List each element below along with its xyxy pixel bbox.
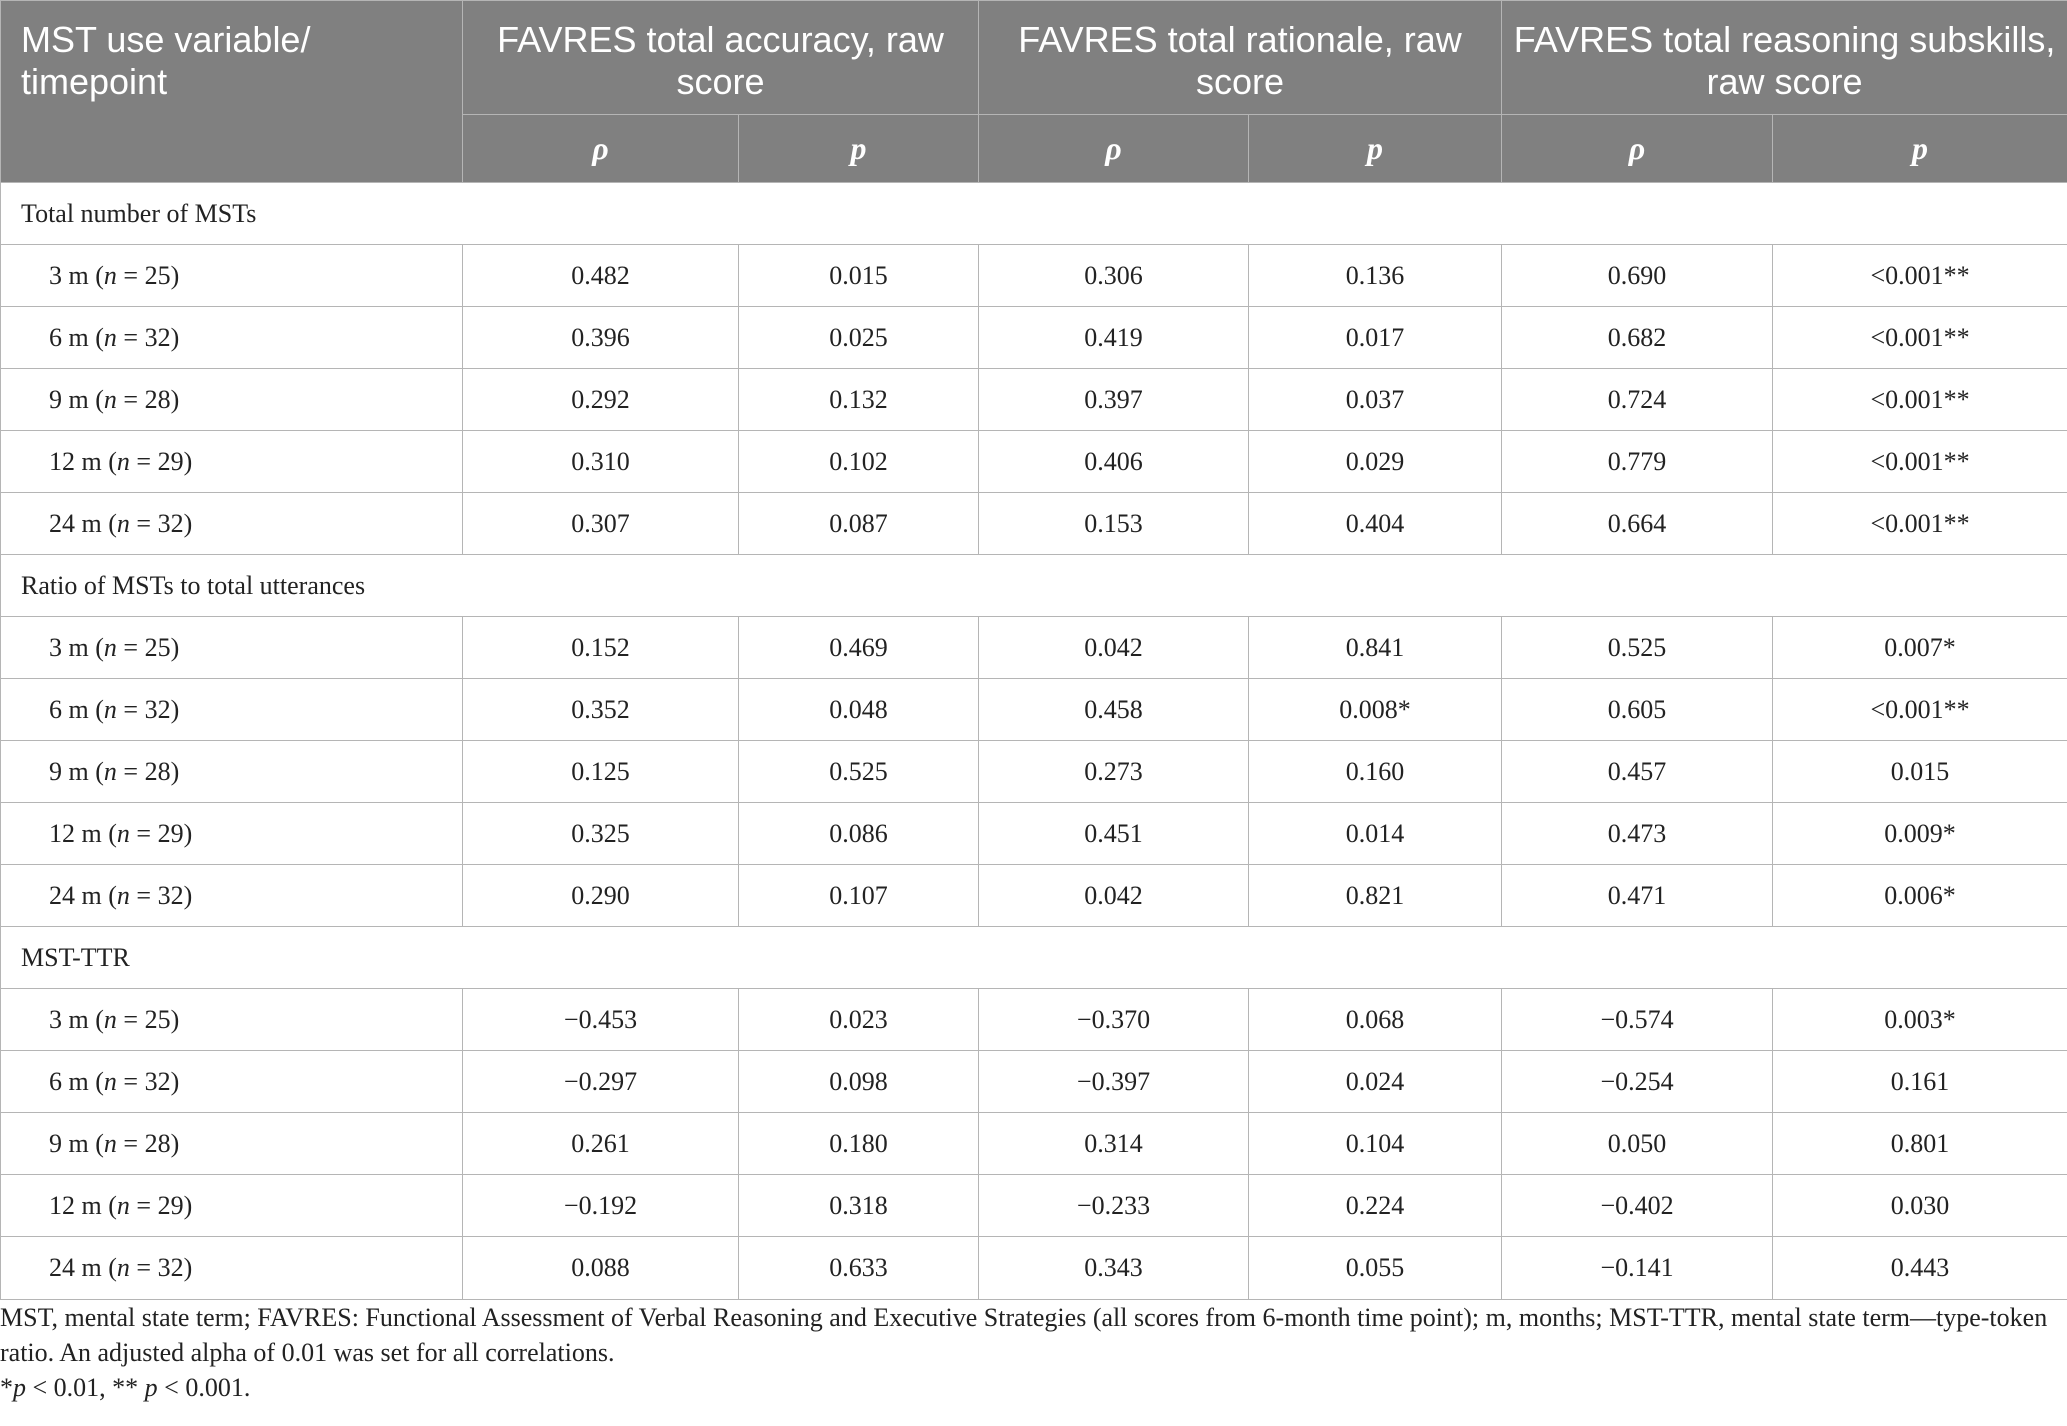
rho-value-cell: 0.396: [463, 307, 739, 369]
n-label: n: [103, 1128, 117, 1158]
rho-value-cell: 0.310: [463, 431, 739, 493]
table-row: [1, 617, 2067, 679]
stub-header: MST use variable/ timepoint: [1, 1, 463, 183]
footnote-abbreviations: MST, mental state term; FAVRES: Functional Assessment of Verbal Reasoning and Executive Strategies (all scores from 6-month time point); m, months; MST-TTR, mental state term—type-token ratio. An adjusted alpha of 0.01 was set for all correlations.: [0, 1303, 2048, 1367]
p-value-cell: 0.024: [1249, 1051, 1502, 1113]
p-value-cell: 0.068: [1249, 989, 1502, 1051]
p-value-cell: 0.037: [1249, 369, 1502, 431]
sample-size: 25: [144, 260, 171, 290]
section-row: [1, 927, 2067, 989]
n-label: n: [103, 322, 117, 352]
rho-value-cell: −0.192: [463, 1175, 739, 1237]
timepoint-label: 24 m: [49, 880, 102, 910]
subheader-p: p: [739, 115, 979, 183]
rho-value-cell: 0.397: [979, 369, 1249, 431]
table-row: [1, 493, 2067, 555]
timepoint-label: 6 m: [49, 694, 89, 724]
timepoint-cell: 6 m (n = 32): [1, 307, 463, 369]
significance-text: < 0.01, **: [26, 1373, 145, 1402]
rho-value-cell: 0.352: [463, 679, 739, 741]
table-row: [1, 1051, 2067, 1113]
rho-value-cell: −0.397: [979, 1051, 1249, 1113]
equals-sign: =: [123, 1066, 139, 1096]
significance-star: *: [0, 1373, 13, 1402]
sample-size: 29: [157, 1190, 184, 1220]
n-label: n: [116, 1190, 130, 1220]
p-value-cell: 0.404: [1249, 493, 1502, 555]
equals-sign: =: [123, 756, 139, 786]
rho-value-cell: 0.457: [1502, 741, 1773, 803]
sample-size: 32: [144, 694, 171, 724]
timepoint-label: 3 m: [49, 260, 89, 290]
p-value-cell: 0.318: [739, 1175, 979, 1237]
p-value-cell: 0.107: [739, 865, 979, 927]
sample-size: 29: [157, 818, 184, 848]
sample-size: 32: [144, 322, 171, 352]
rho-value-cell: 0.042: [979, 865, 1249, 927]
sample-size: 28: [144, 756, 171, 786]
section-row: [1, 183, 2067, 245]
rho-value-cell: 0.664: [1502, 493, 1773, 555]
rho-value-cell: 0.042: [979, 617, 1249, 679]
p-value-cell: 0.055: [1249, 1237, 1502, 1300]
table-row: [1, 1175, 2067, 1237]
n-label: n: [116, 446, 130, 476]
timepoint-cell: 9 m (n = 28): [1, 741, 463, 803]
timepoint-label: 6 m: [49, 1066, 89, 1096]
subheader-p: p: [1249, 115, 1502, 183]
section-title: MST-TTR: [1, 927, 2067, 989]
rho-value-cell: 0.451: [979, 803, 1249, 865]
sample-size: 28: [144, 1128, 171, 1158]
p-value-cell: <0.001**: [1773, 431, 2067, 493]
p-value-cell: <0.001**: [1773, 369, 2067, 431]
significance-p-symbol: p: [13, 1373, 26, 1402]
rho-value-cell: 0.458: [979, 679, 1249, 741]
rho-value-cell: 0.525: [1502, 617, 1773, 679]
table-row: [1, 1237, 2067, 1300]
timepoint-cell: 3 m (n = 25): [1, 617, 463, 679]
p-value-cell: 0.007*: [1773, 617, 2067, 679]
timepoint-label: 6 m: [49, 322, 89, 352]
table-row: [1, 431, 2067, 493]
n-label: n: [116, 1253, 130, 1282]
rho-value-cell: 0.152: [463, 617, 739, 679]
sample-size: 25: [144, 1004, 171, 1034]
subheader-rho: ρ: [979, 115, 1249, 183]
p-value-cell: 0.104: [1249, 1113, 1502, 1175]
n-label: n: [103, 632, 117, 662]
p-value-cell: 0.017: [1249, 307, 1502, 369]
rho-value-cell: 0.273: [979, 741, 1249, 803]
p-value-cell: 0.030: [1773, 1175, 2067, 1237]
sample-size: 32: [157, 880, 184, 910]
timepoint-label: 24 m: [49, 508, 102, 538]
rho-value-cell: −0.254: [1502, 1051, 1773, 1113]
p-value-cell: 0.009*: [1773, 803, 2067, 865]
rho-value-cell: 0.482: [463, 245, 739, 307]
timepoint-cell: 12 m (n = 29): [1, 1175, 463, 1237]
table-row: [1, 245, 2067, 307]
table-row: [1, 865, 2067, 927]
p-value-cell: <0.001**: [1773, 307, 2067, 369]
table-header: [1, 1, 2067, 183]
rho-value-cell: −0.370: [979, 989, 1249, 1051]
p-value-cell: 0.525: [739, 741, 979, 803]
timepoint-cell: 24 m (n = 32): [1, 1237, 463, 1300]
rho-value-cell: −0.141: [1502, 1237, 1773, 1300]
timepoint-label: 3 m: [49, 632, 89, 662]
rho-value-cell: −0.297: [463, 1051, 739, 1113]
timepoint-label: 9 m: [49, 1128, 89, 1158]
rho-value-cell: 0.471: [1502, 865, 1773, 927]
p-value-cell: <0.001**: [1773, 245, 2067, 307]
rho-value-cell: 0.125: [463, 741, 739, 803]
rho-value-cell: 0.343: [979, 1237, 1249, 1300]
group-header-reasoning-subskills: FAVRES total reasoning subskills, raw score: [1502, 1, 2067, 115]
timepoint-cell: 6 m (n = 32): [1, 679, 463, 741]
timepoint-cell: 3 m (n = 25): [1, 989, 463, 1051]
rho-value-cell: 0.290: [463, 865, 739, 927]
p-value-cell: 0.633: [739, 1237, 979, 1300]
subheader-rho: ρ: [1502, 115, 1773, 183]
rho-value-cell: 0.307: [463, 493, 739, 555]
p-value-cell: 0.102: [739, 431, 979, 493]
rho-value-cell: 0.088: [463, 1237, 739, 1300]
p-value-cell: 0.841: [1249, 617, 1502, 679]
section-row: [1, 555, 2067, 617]
p-value-cell: 0.161: [1773, 1051, 2067, 1113]
p-value-cell: 0.003*: [1773, 989, 2067, 1051]
table-row: [1, 989, 2067, 1051]
timepoint-cell: 24 m (n = 32): [1, 865, 463, 927]
p-value-cell: 0.087: [739, 493, 979, 555]
equals-sign: =: [123, 632, 139, 662]
section-title: Ratio of MSTs to total utterances: [1, 555, 2067, 617]
rho-value-cell: 0.419: [979, 307, 1249, 369]
n-label: n: [116, 880, 130, 910]
table-row: [1, 369, 2067, 431]
p-value-cell: 0.025: [739, 307, 979, 369]
p-value-cell: <0.001**: [1773, 493, 2067, 555]
significance-p-symbol: p: [144, 1373, 158, 1402]
rho-value-cell: 0.306: [979, 245, 1249, 307]
rho-value-cell: 0.682: [1502, 307, 1773, 369]
rho-value-cell: 0.724: [1502, 369, 1773, 431]
sample-size: 25: [144, 632, 171, 662]
subheader-rho: ρ: [463, 115, 739, 183]
rho-value-cell: 0.050: [1502, 1113, 1773, 1175]
p-value-cell: 0.008*: [1249, 679, 1502, 741]
table-row: [1, 803, 2067, 865]
p-value-cell: 0.160: [1249, 741, 1502, 803]
sample-size: 32: [157, 508, 184, 538]
timepoint-label: 12 m: [49, 1190, 102, 1220]
sample-size: 28: [144, 384, 171, 414]
timepoint-label: 9 m: [49, 756, 89, 786]
p-value-cell: <0.001**: [1773, 679, 2067, 741]
rho-value-cell: 0.153: [979, 493, 1249, 555]
rho-value-cell: 0.325: [463, 803, 739, 865]
sample-size: 32: [157, 1253, 184, 1282]
n-label: n: [103, 1004, 117, 1034]
p-value-cell: 0.014: [1249, 803, 1502, 865]
timepoint-cell: 3 m (n = 25): [1, 245, 463, 307]
equals-sign: =: [123, 1004, 139, 1034]
equals-sign: =: [136, 818, 152, 848]
timepoint-label: 9 m: [49, 384, 89, 414]
timepoint-label: 3 m: [49, 1004, 89, 1034]
rho-value-cell: 0.473: [1502, 803, 1773, 865]
section-title: Total number of MSTs: [1, 183, 2067, 245]
timepoint-cell: 12 m (n = 29): [1, 431, 463, 493]
equals-sign: =: [136, 1253, 152, 1282]
group-header-accuracy: FAVRES total accuracy, raw score: [463, 1, 979, 115]
rho-value-cell: 0.314: [979, 1113, 1249, 1175]
p-value-cell: 0.132: [739, 369, 979, 431]
p-value-cell: 0.821: [1249, 865, 1502, 927]
timepoint-label: 12 m: [49, 446, 102, 476]
equals-sign: =: [123, 322, 139, 352]
p-value-cell: 0.015: [1773, 741, 2067, 803]
p-value-cell: 0.443: [1773, 1237, 2067, 1300]
table-row: [1, 679, 2067, 741]
p-value-cell: 0.006*: [1773, 865, 2067, 927]
table-row: [1, 741, 2067, 803]
table-row: [1, 1113, 2067, 1175]
rho-value-cell: 0.605: [1502, 679, 1773, 741]
group-header-rationale: FAVRES total rationale, raw score: [979, 1, 1502, 115]
p-value-cell: 0.023: [739, 989, 979, 1051]
rho-value-cell: 0.690: [1502, 245, 1773, 307]
table-body: [1, 183, 2067, 1300]
n-label: n: [116, 818, 130, 848]
p-value-cell: 0.098: [739, 1051, 979, 1113]
n-label: n: [116, 508, 130, 538]
timepoint-label: 24 m: [49, 1253, 102, 1282]
equals-sign: =: [136, 1190, 152, 1220]
n-label: n: [103, 756, 117, 786]
p-value-cell: 0.469: [739, 617, 979, 679]
n-label: n: [103, 260, 117, 290]
sample-size: 32: [144, 1066, 171, 1096]
p-value-cell: 0.136: [1249, 245, 1502, 307]
p-value-cell: 0.801: [1773, 1113, 2067, 1175]
rho-value-cell: 0.779: [1502, 431, 1773, 493]
p-value-cell: 0.048: [739, 679, 979, 741]
subheader-p: p: [1773, 115, 2067, 183]
n-label: n: [103, 1066, 117, 1096]
rho-value-cell: −0.574: [1502, 989, 1773, 1051]
timepoint-label: 12 m: [49, 818, 102, 848]
timepoint-cell: 9 m (n = 28): [1, 1113, 463, 1175]
p-value-cell: 0.015: [739, 245, 979, 307]
p-value-cell: 0.224: [1249, 1175, 1502, 1237]
footnote-significance: [0, 1370, 2060, 1405]
equals-sign: =: [123, 694, 139, 724]
sample-size: 29: [157, 446, 184, 476]
p-value-cell: 0.029: [1249, 431, 1502, 493]
timepoint-cell: 6 m (n = 32): [1, 1051, 463, 1113]
equals-sign: =: [136, 880, 152, 910]
rho-value-cell: 0.406: [979, 431, 1249, 493]
n-label: n: [103, 384, 117, 414]
rho-value-cell: 0.261: [463, 1113, 739, 1175]
rho-value-cell: 0.292: [463, 369, 739, 431]
equals-sign: =: [136, 446, 152, 476]
rho-value-cell: −0.402: [1502, 1175, 1773, 1237]
equals-sign: =: [123, 260, 139, 290]
equals-sign: =: [123, 384, 139, 414]
equals-sign: =: [136, 508, 152, 538]
timepoint-cell: 12 m (n = 29): [1, 803, 463, 865]
rho-value-cell: −0.453: [463, 989, 739, 1051]
timepoint-cell: 24 m (n = 32): [1, 493, 463, 555]
p-value-cell: 0.086: [739, 803, 979, 865]
table-footnotes: [0, 1300, 2060, 1405]
table-row: [1, 307, 2067, 369]
n-label: n: [103, 694, 117, 724]
significance-text: < 0.001.: [157, 1373, 251, 1402]
rho-value-cell: −0.233: [979, 1175, 1249, 1237]
p-value-cell: 0.180: [739, 1113, 979, 1175]
timepoint-cell: 9 m (n = 28): [1, 369, 463, 431]
equals-sign: =: [123, 1128, 139, 1158]
